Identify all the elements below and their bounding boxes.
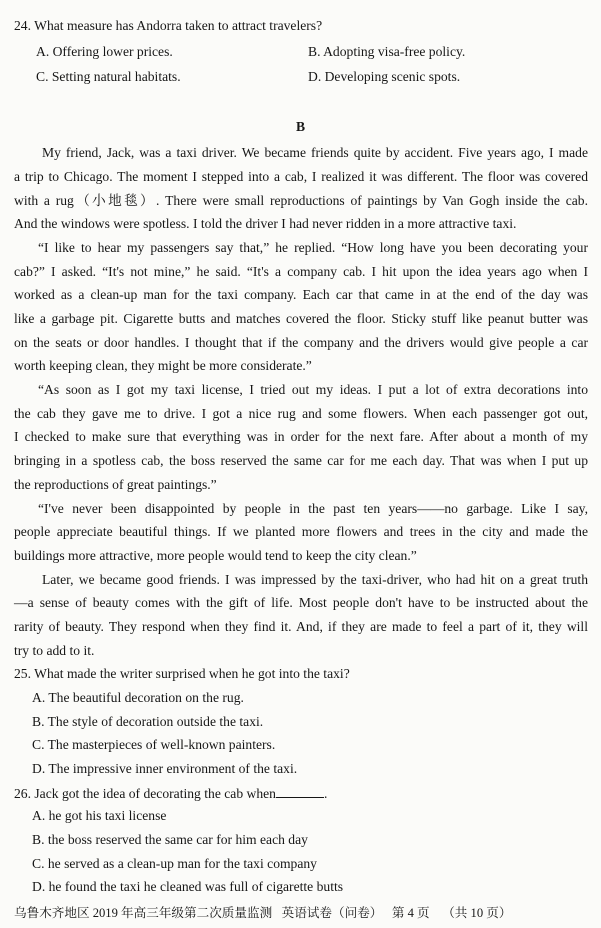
passage-line: My friend, Jack, was a taxi driver. We became friends quite by accident. Five years ago, I made — [42, 145, 588, 160]
question-24-option-c: C. Setting natural habitats. — [36, 69, 181, 84]
question-26-option-c: C. he served as a clean-up man for the taxi company — [32, 856, 317, 871]
passage-line: worth keeping clean, they might be more considerate.” — [14, 358, 312, 373]
passage-line: buildings more attractive, more people would tend to keep the city clean.” — [14, 548, 417, 563]
passage-line: cab?” I asked. “It's not mine,” he said. “It's a company cab. I hit upon the idea years ago when I — [14, 264, 588, 279]
passage-line: bringing in a spotless cab, the boss reserved the same car for me each day. That was when I put up — [14, 453, 588, 468]
passage-line: rarity of beauty. They respond when they find it. And, if they are made to feel a part of it, they will — [14, 619, 588, 634]
answer-blank — [276, 785, 324, 798]
question-26-option-b: B. the boss reserved the same car for him each day — [32, 832, 308, 847]
footer-page-total: （共 10 页） — [442, 906, 512, 920]
passage-line: people appreciate beautiful things. If we planted more flowers and trees in the city and made the — [14, 524, 588, 539]
footer-exam-name: 乌鲁木齐地区 2019 年高三年级第二次质量监测 — [14, 906, 273, 920]
question-25-stem: 25. What made the writer surprised when he got into the taxi? — [14, 666, 350, 681]
passage-line: “As soon as I got my taxi license, I tried out my ideas. I put a lot of extra decorations into — [38, 382, 588, 397]
passage-line: —a sense of beauty comes with the gift of life. Most people don't have to be instructed about the — [14, 595, 588, 610]
passage-line: “I like to hear my passengers say that,” he replied. “How long have you been decorating your — [38, 240, 588, 255]
footer-page-number: 第 4 页 — [391, 906, 430, 920]
question-25-option-b: B. The style of decoration outside the taxi. — [32, 714, 264, 729]
passage-line: worked as a clean-up man for the taxi company. Each car that came in at the end of the day was — [14, 287, 588, 302]
passage-line: with a rug（小地毯）. There were small reproductions of paintings by Van Gogh inside the cab. — [14, 193, 588, 208]
question-26-stem-text: 26. Jack got the idea of decorating the cab when — [14, 786, 276, 801]
passage-line: I checked to make sure that everything was in order for the next fare. After about a month of my — [14, 429, 588, 444]
question-24-option-a: A. Offering lower prices. — [36, 44, 173, 59]
question-26-stem-end: . — [323, 786, 328, 801]
question-24-option-b: B. Adopting visa-free policy. — [308, 44, 466, 59]
passage-line: like a garbage pit. Cigarette butts and matches covered the floor. Sticky stuff like peanut butter was — [14, 311, 588, 326]
question-26-stem — [14, 785, 327, 802]
question-24-option-d: D. Developing scenic spots. — [308, 69, 461, 84]
passage-line: And the windows were spotless. I told the driver I had never ridden in a more attractive taxi. — [14, 216, 517, 231]
question-24-stem: 24. What measure has Andorra taken to attract travelers? — [14, 18, 323, 33]
passage-line: on the seats or door handles. I thought that if the company and the drivers would give people a car — [14, 335, 588, 350]
footer-subject: 英语试卷（问卷） — [281, 906, 383, 920]
question-25-option-c: C. The masterpieces of well-known painters. — [32, 737, 276, 752]
page-footer — [14, 905, 588, 921]
passage-line: try to add to it. — [14, 643, 95, 658]
passage-line: “I've never been disappointed by people in the past ten years——no garbage. Like I say, — [38, 501, 588, 516]
passage-line: the reproductions of great paintings.” — [14, 477, 217, 492]
passage-line: Later, we became good friends. I was impressed by the taxi-driver, who had hit on a great truth — [42, 572, 588, 587]
passage-line: a trip to Chicago. The moment I stepped into a cab, I realized it was different. The floor was covered — [14, 169, 588, 184]
question-25-option-a: A. The beautiful decoration on the rug. — [32, 690, 244, 705]
question-25-option-d: D. The impressive inner environment of the taxi. — [32, 761, 298, 776]
passage-line: the cab they gave me to drive. I got a nice rug and some flowers. When each passenger got out, — [14, 406, 588, 421]
section-label: B — [295, 119, 306, 134]
question-26-option-a: A. he got his taxi license — [32, 808, 167, 823]
question-26-option-d: D. he found the taxi he cleaned was full of cigarette butts — [32, 879, 344, 894]
